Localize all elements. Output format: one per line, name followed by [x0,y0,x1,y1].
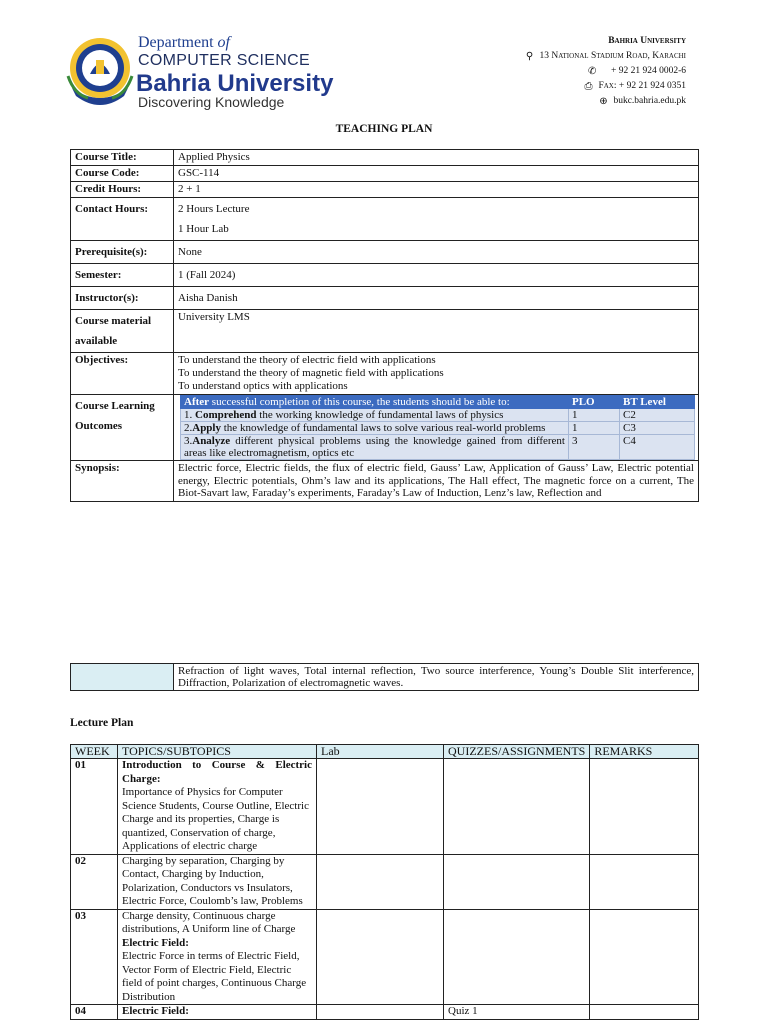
week-number: 02 [71,854,118,909]
lab [317,909,444,1005]
topics [118,909,317,1005]
clo-row [181,409,695,422]
objective-item: To understand the theory of magnetic field with applications [178,367,444,379]
contact-block [524,34,686,109]
week-number: 03 [71,909,118,1005]
topic-text: Electric Force in terms of Electric Field, Vector Form of Electric Field, Electric field of point charges, Continuous Charge Distribution [122,950,307,1003]
synopsis-continued-table [70,663,699,691]
label: Semester: [71,264,174,287]
row-prerequisites [71,241,699,264]
clo-bt: C4 [620,435,695,460]
label [71,395,174,461]
col-topics: TOPICS/SUBTOPICS [118,745,317,759]
label: Course Code: [71,166,174,182]
table-row [71,1005,699,1020]
row-clo [71,395,699,461]
lab [317,854,444,909]
clo-header-plo: PLO [569,396,620,409]
lab [317,1005,444,1020]
objective-item: To understand optics with applications [178,380,348,392]
row-course-title [71,150,699,166]
course-code: GSC-114 [174,166,699,182]
row-course-code [71,166,699,182]
university-name: Bahria University [136,70,334,97]
contact-address: 13 National Stadium Road, Karachi [539,51,686,61]
col-week: WEEK [71,745,118,759]
credit-hours: 2 + 1 [174,182,699,198]
topic-heading: Introduction to Course & Electric Charge: [122,759,312,785]
clo-plo: 1 [569,409,620,422]
week-number: 04 [71,1005,118,1020]
topics [118,1005,317,1020]
label: Course Title: [71,150,174,166]
course-info-table [70,149,699,502]
clo-cell [174,395,699,461]
remarks [590,854,699,909]
clo-header [181,396,695,409]
row-contact-hours [71,198,699,241]
clo-table [180,395,695,460]
objectives [174,353,699,395]
contact-hours [174,198,699,241]
prerequisites: None [174,241,699,264]
contact-fax: Fax: + 92 21 924 0351 [598,81,686,91]
tagline: Discovering Knowledge [138,94,285,110]
remarks [590,1005,699,1020]
fax-icon: ⎙ [584,81,593,92]
clo-text: 2.Apply the knowledge of fundamental laws to solve various real-world problems [181,422,569,435]
clo-text: 1. Comprehend the working knowledge of fundamental laws of physics [181,409,569,422]
contact-org: Bahria University [608,36,686,46]
col-lab: Lab [317,745,444,759]
table-row [71,909,699,1005]
topic-text: Importance of Physics for Computer Science Students, Course Outline, Electric Charge and its properties, Charge is quantized, Conservation of charge, Applications of electric charge [122,786,309,852]
row-synopsis-cont [71,664,699,691]
quizzes [444,759,590,855]
label [71,310,174,353]
table-header [71,745,699,759]
page-title: TEACHING PLAN [335,123,433,135]
remarks [590,909,699,1005]
course-material: University LMS [174,310,699,353]
clo-bt: C3 [620,422,695,435]
table-row [71,759,699,855]
quizzes: Quiz 1 [444,1005,590,1020]
label: Synopsis: [71,461,174,502]
contact-phone: + 92 21 924 0002-6 [610,66,686,76]
instructor: Aisha Danish [174,287,699,310]
lab [317,759,444,855]
row-credit-hours [71,182,699,198]
location-pin-icon: ⚲ [525,51,534,62]
clo-text: 3.Analyze different physical problems using the knowledge gained from different areas like electromagnetism, optics etc [181,435,569,460]
contact-hours-lecture: 2 Hours Lecture [178,203,250,215]
label-line: available [75,335,118,347]
topics [118,854,317,909]
lecture-plan-title: Lecture Plan [70,717,134,729]
dept-title: Department of [138,34,230,51]
label: Contact Hours: [71,198,174,241]
table-row [71,854,699,909]
empty-label-cell [71,664,174,691]
row-objectives [71,353,699,395]
row-semester [71,264,699,287]
clo-row [181,422,695,435]
clo-plo: 1 [569,422,620,435]
topic-pre-text: Charge density, Continuous charge distributions, A Uniform line of Charge [122,909,296,935]
clo-plo: 3 [569,435,620,460]
col-quizzes: QUIZZES/ASSIGNMENTS [444,745,590,759]
objective-item: To understand the theory of electric field with applications [178,354,436,366]
remarks [590,759,699,855]
week-number: 01 [71,759,118,855]
row-course-material [71,310,699,353]
label: Credit Hours: [71,182,174,198]
quizzes [444,854,590,909]
label: Instructor(s): [71,287,174,310]
synopsis: Electric force, Electric fields, the flux of electric field, Gauss’ Law, Application of Gauss’ Law, Electric potential energy, Electric potentials, Ohm’s law and its applications, The Hall effect, The magnetic force on a current, The Biot-Savart law, Faraday’s experiments, Faraday’s Law of Induction, Lenz’s law, Reflection and [174,461,699,502]
label-line: Course material [75,315,152,327]
contact-web[interactable]: bukc.bahria.edu.pk [613,96,686,106]
topic-text: Charging by separation, Charging by Contact, Charging by Induction, Polarization, Conductors vs Insulators, Electric Force, Coulomb’s law, Problems [122,854,303,907]
semester: 1 (Fall 2024) [174,264,699,287]
label-line: Outcomes [75,420,123,432]
clo-header-bt: BT Level [620,396,695,409]
clo-bt: C2 [620,409,695,422]
phone-icon: ✆ [588,66,597,77]
col-remarks: REMARKS [590,745,699,759]
quizzes [444,909,590,1005]
clo-row [181,435,695,460]
lecture-plan-table [70,744,699,1020]
course-title: Applied Physics [174,150,699,166]
synopsis-continued: Refraction of light waves, Total internal reflection, Two source interference, Young’s Double Slit interference, Diffraction, Polarization of electromagnetic waves. [174,664,699,691]
row-instructor [71,287,699,310]
label: Prerequisite(s): [71,241,174,264]
dept-name: COMPUTER SCIENCE [138,52,310,69]
university-logo [66,36,134,108]
label-line: Course Learning [75,400,155,412]
contact-hours-lab: 1 Hour Lab [178,223,229,235]
label: Objectives: [71,353,174,395]
globe-icon: ⊕ [599,96,608,107]
clo-header-text: After successful completion of this course, the students should be able to: [181,396,569,409]
topic-heading: Electric Field: [122,1005,189,1017]
topics [118,759,317,855]
row-synopsis [71,461,699,502]
topic-heading: Electric Field: [122,936,189,949]
